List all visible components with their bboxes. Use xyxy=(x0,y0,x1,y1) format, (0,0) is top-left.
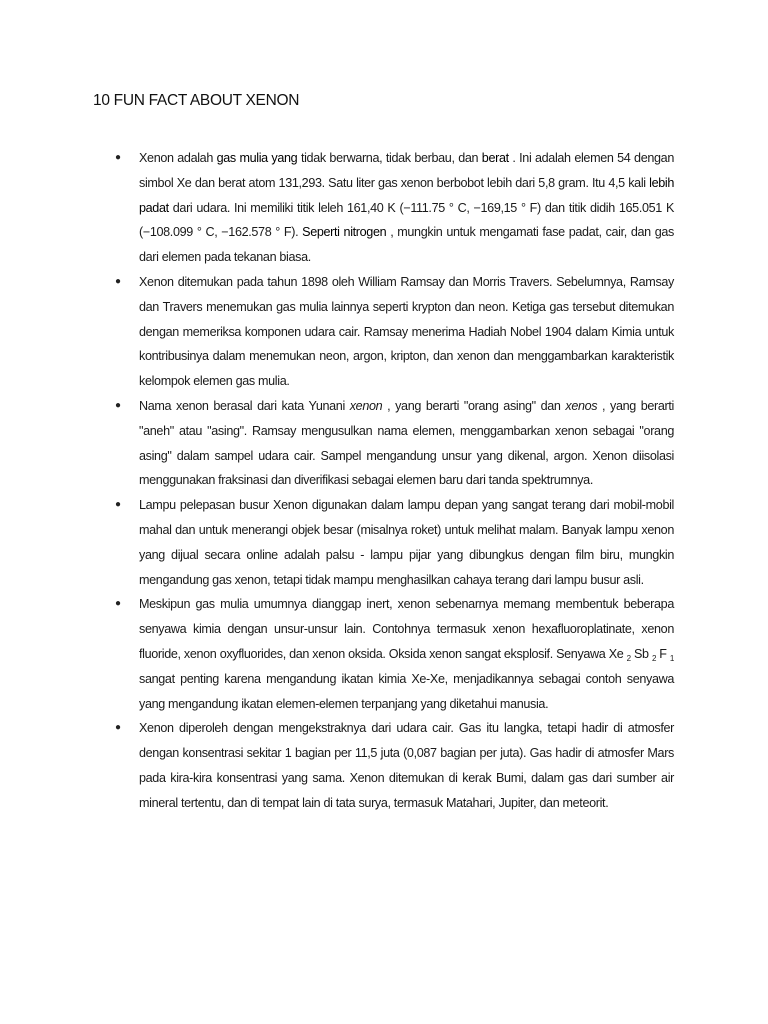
italic-term: xenos xyxy=(565,398,598,413)
bullet-icon: ● xyxy=(115,275,121,287)
fact-text: F xyxy=(656,646,670,661)
bullet-icon: ● xyxy=(115,499,121,511)
highlighted-term: gas mulia yang xyxy=(216,151,298,165)
fact-item-3 xyxy=(115,394,674,493)
subscript: 2 xyxy=(626,653,631,663)
bullet-icon: ● xyxy=(115,722,121,734)
fact-text: Meskipun gas mulia umumnya dianggap inert, xenon sebenarnya memang membentuk beberapa senyawa kimia dengan unsur-unsur lain. Contohnya termasuk xenon hexafluoroplatinate, xenon fluoride, xenon oxyfluorides, dan xenon oksida. Oksida xenon sangat eksplosif. Senyawa Xe xyxy=(139,597,674,661)
fact-text: Xenon adalah xyxy=(139,151,217,165)
fact-text: Xenon diperoleh dengan mengekstraknya dari udara cair. Gas itu langka, tetapi hadir di atmosfer dengan konsentrasi sekitar 1 bagian per 11,5 juta (0,087 bagian per juta). Gas hadir di atmosfer Mars pada kira-kira konsentrasi yang sama. Xenon ditemukan di kerak Bumi, dalam gas dari sumber air mineral tertentu, dan di tempat lain di tata surya, termasuk Matahari, Jupiter, dan meteorit. xyxy=(139,721,674,810)
fact-item-4 xyxy=(115,493,674,592)
fact-item-6 xyxy=(115,716,674,815)
fact-item-1 xyxy=(115,146,674,270)
highlighted-term: berat xyxy=(481,151,509,165)
italic-term: xenon xyxy=(349,398,383,413)
fact-text: , yang berarti "orang asing" dan xyxy=(382,398,566,413)
subscript: 1 xyxy=(669,653,674,663)
fact-item-2 xyxy=(115,270,674,394)
fact-text: sangat penting karena mengandung ikatan kimia Xe-Xe, menjadikannya sebagai contoh senyawa yang mengandung ikatan elemen-elemen terpanjang yang diketahui manusia. xyxy=(139,671,674,711)
subscript: 2 xyxy=(651,653,657,663)
fact-list xyxy=(0,146,768,816)
fact-text: tidak berwarna, tidak berbau, dan xyxy=(297,151,482,165)
fact-text: Sb xyxy=(630,646,652,661)
fact-text: Lampu pelepasan busur Xenon digunakan dalam lampu depan yang sangat terang dari mobil-mobil mahal dan untuk menerangi objek besar (misalnya roket) untuk melihat malam. Banyak lampu xenon yang dijual secara online adalah palsu - lampu pijar yang dibungkus dengan film biru, mungkin mengandung gas xenon, tetapi tidak mampu menghasilkan cahaya terang dari lampu busur asli. xyxy=(139,498,674,587)
bullet-icon: ● xyxy=(115,399,121,411)
fact-text: Xenon ditemukan pada tahun 1898 oleh William Ramsay dan Morris Travers. Sebelumnya, Ramsay dan Travers menemukan gas mulia lainnya seperti krypton dan neon. Ketiga gas tersebut ditemukan dengan memeriksa komponen udara cair. Ramsay menerima Hadiah Nobel 1904 dalam Kimia untuk kontribusinya dalam menemukan neon, argon, kripton, dan xenon dan menggambarkan karakteristik kelompok elemen gas mulia. xyxy=(139,274,674,389)
fact-item-5 xyxy=(115,592,674,716)
fact-text: dari udara. Ini memiliki titik leleh 161,40 K (−111.75 ° C, −169,15 ° F) dan titik didih 165.051 K (−108.099 ° C, −162.578 ° F). xyxy=(139,200,674,240)
bullet-icon: ● xyxy=(115,598,121,610)
bullet-icon: ● xyxy=(115,152,121,163)
fact-text: Nama xenon berasal dari kata Yunani xyxy=(139,398,350,413)
document-title: 10 FUN FACT ABOUT XENON xyxy=(93,92,300,109)
highlighted-term: lebih padat xyxy=(139,175,674,215)
fact-text: , mungkin untuk mengamati fase padat, cair, dan gas dari elemen pada tekanan biasa. xyxy=(139,225,674,265)
fact-text: . Ini adalah elemen 54 dengan simbol Xe dan berat atom 131,293. Satu liter gas xenon berbobot lebih dari 5,8 gram. Itu 4,5 kali xyxy=(139,151,674,190)
fact-text: , yang berarti "aneh" atau "asing". Ramsay mengusulkan nama elemen, menggambarkan xenon sebagai "orang asing" dalam sampel udara cair. Sampel mengandung unsur yang dikenal, argon. Xenon diisolasi menggunakan fraksinasi dan diverifikasi sebagai elemen baru dari tanda spektrumnya. xyxy=(139,398,674,488)
highlighted-term: Seperti nitrogen xyxy=(302,225,387,240)
